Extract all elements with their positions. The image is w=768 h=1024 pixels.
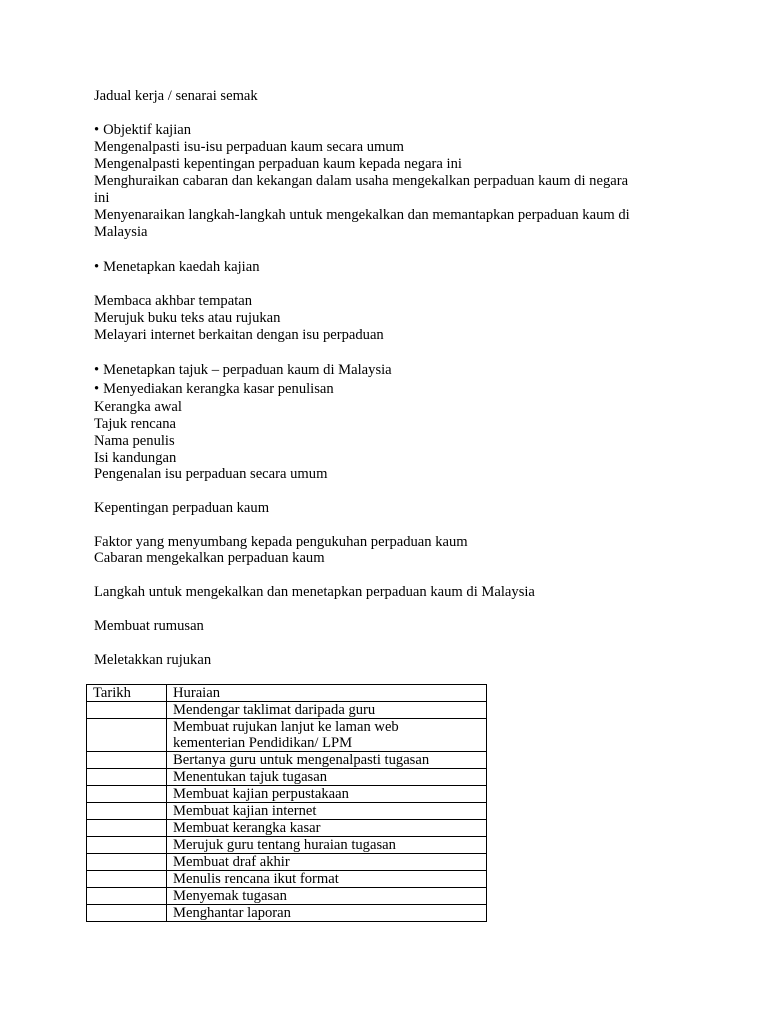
objektif-line: ini	[94, 190, 110, 206]
kerangka-line: Pengenalan isu perpaduan secara umum	[94, 466, 328, 482]
kerangka-heading-text: Menyediakan kerangka kasar penulisan	[103, 381, 334, 397]
table-row	[87, 820, 487, 837]
rujukan-paragraph: Meletakkan rujukan	[94, 652, 212, 668]
table-row	[87, 702, 487, 719]
cell-tarikh	[87, 820, 167, 837]
cell-tarikh	[87, 786, 167, 803]
kaedah-line: Membaca akhbar tempatan	[94, 293, 253, 309]
bullet-icon: •	[94, 362, 100, 378]
faktor-line: Cabaran mengekalkan perpaduan kaum	[94, 550, 325, 566]
cell-huraian: Bertanya guru untuk mengenalpasti tugasan	[167, 752, 487, 769]
cell-huraian-line: kementerian Pendidikan/ LPM	[173, 735, 353, 751]
kerangka-heading	[94, 381, 334, 398]
cell-tarikh	[87, 702, 167, 719]
cell-tarikh	[87, 803, 167, 820]
table-header-row	[87, 685, 487, 702]
cell-huraian: Merujuk guru tentang huraian tugasan	[167, 837, 487, 854]
faktor-line: Faktor yang menyumbang kepada pengukuhan perpaduan kaum	[94, 534, 468, 550]
kerangka-line: Isi kandungan	[94, 450, 177, 466]
tajuk-heading	[94, 362, 392, 379]
langkah-paragraph: Langkah untuk mengekalkan dan menetapkan perpaduan kaum di Malaysia	[94, 584, 535, 600]
task-table	[86, 684, 487, 922]
cell-huraian: Mendengar taklimat daripada guru	[167, 702, 487, 719]
cell-tarikh	[87, 905, 167, 922]
objektif-line: Malaysia	[94, 224, 148, 240]
cell-huraian: Membuat kerangka kasar	[167, 820, 487, 837]
cell-tarikh	[87, 871, 167, 888]
cell-tarikh	[87, 854, 167, 871]
kerangka-line: Kerangka awal	[94, 399, 182, 415]
objektif-heading-text: Objektif kajian	[103, 122, 192, 138]
cell-tarikh	[87, 888, 167, 905]
cell-tarikh	[87, 719, 167, 752]
table-row	[87, 803, 487, 820]
table-row	[87, 888, 487, 905]
table-row	[87, 719, 487, 752]
kerangka-line: Tajuk rencana	[94, 416, 177, 432]
cell-huraian: Menentukan tajuk tugasan	[167, 769, 487, 786]
table-row	[87, 837, 487, 854]
table-row	[87, 769, 487, 786]
bullet-icon: •	[94, 122, 100, 138]
cell-huraian: Membuat kajian internet	[167, 803, 487, 820]
cell-huraian: Membuat draf akhir	[167, 854, 487, 871]
cell-huraian: Menyemak tugasan	[167, 888, 487, 905]
tajuk-heading-text: Menetapkan tajuk – perpaduan kaum di Malaysia	[103, 362, 392, 378]
cell-huraian	[167, 719, 487, 752]
objektif-line: Menyenaraikan langkah-langkah untuk mengekalkan dan memantapkan perpaduan kaum di	[94, 207, 630, 223]
kepentingan-paragraph: Kepentingan perpaduan kaum	[94, 500, 270, 516]
cell-huraian: Menghantar laporan	[167, 905, 487, 922]
kaedah-line: Merujuk buku teks atau rujukan	[94, 310, 281, 326]
table-row	[87, 905, 487, 922]
table-row	[87, 871, 487, 888]
objektif-line: Menghuraikan cabaran dan kekangan dalam usaha mengekalkan perpaduan kaum di negara	[94, 173, 629, 189]
kaedah-line: Melayari internet berkaitan dengan isu perpaduan	[94, 327, 384, 343]
cell-tarikh	[87, 769, 167, 786]
objektif-line: Mengenalpasti isu-isu perpaduan kaum secara umum	[94, 139, 405, 155]
cell-tarikh	[87, 837, 167, 854]
cell-huraian: Menulis rencana ikut format	[167, 871, 487, 888]
table-row	[87, 786, 487, 803]
rumusan-paragraph: Membuat rumusan	[94, 618, 204, 634]
header-tarikh: Tarikh	[87, 685, 167, 702]
kerangka-line: Nama penulis	[94, 433, 175, 449]
bullet-icon: •	[94, 259, 100, 275]
cell-huraian: Membuat kajian perpustakaan	[167, 786, 487, 803]
objektif-heading	[94, 122, 191, 139]
header-huraian: Huraian	[167, 685, 487, 702]
bullet-icon: •	[94, 381, 100, 397]
table-row	[87, 752, 487, 769]
objektif-line: Mengenalpasti kepentingan perpaduan kaum kepada negara ini	[94, 156, 462, 172]
cell-tarikh	[87, 752, 167, 769]
cell-huraian-line: Membuat rujukan lanjut ke laman web	[173, 719, 399, 735]
table-row	[87, 854, 487, 871]
document-title: Jadual kerja / senarai semak	[94, 88, 258, 104]
kaedah-heading-text: Menetapkan kaedah kajian	[103, 259, 260, 275]
kaedah-heading	[94, 259, 260, 276]
